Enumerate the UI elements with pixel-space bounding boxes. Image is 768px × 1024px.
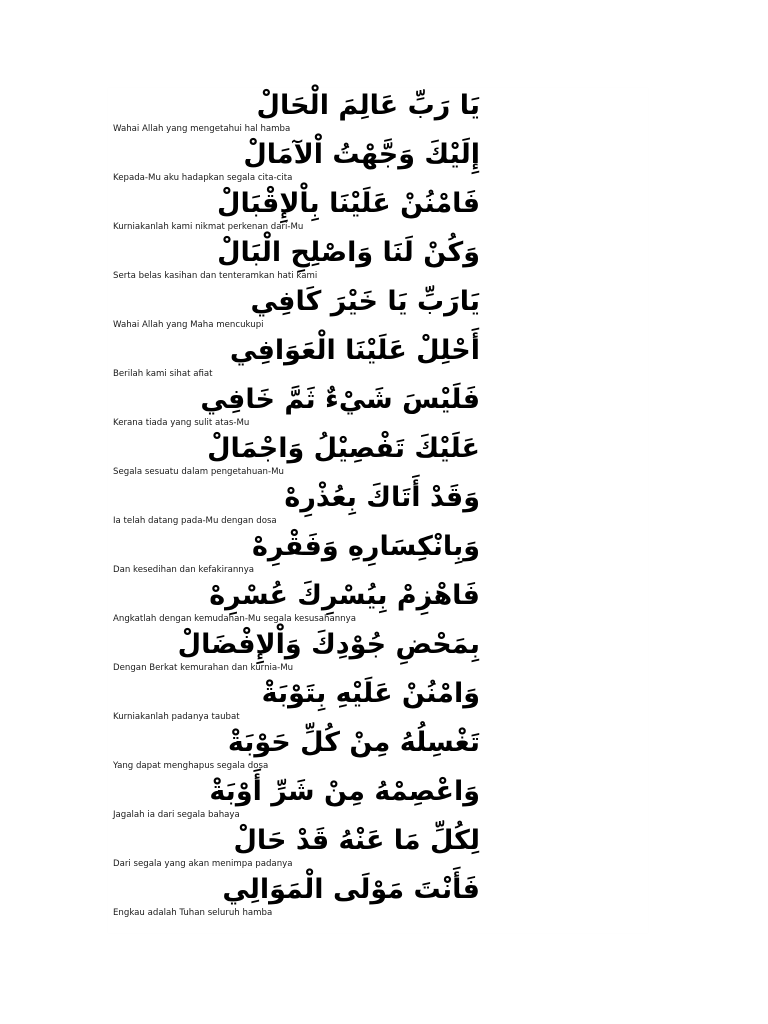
arabic-line: وَكُنْ لَنَا وَاصْلِحِ الْبَالْ bbox=[217, 237, 480, 268]
arabic-line: تَغْسِلُهُ مِنْ كُلِّ حَوْبَةْ bbox=[227, 727, 480, 758]
document-page bbox=[108, 88, 648, 933]
verse-7 bbox=[108, 382, 648, 431]
arabic-line: يَا رَبِّ عَالِمَ الْحَالْ bbox=[256, 90, 480, 121]
arabic-line: وَاعْصِمْهُ مِنْ شَرِّ أَوْبَةْ bbox=[209, 776, 480, 807]
translation-line: Kurniakanlah kami nikmat perkenan dari-Mu bbox=[113, 222, 304, 232]
verse-10 bbox=[108, 529, 648, 578]
verse-3 bbox=[108, 186, 648, 235]
verse-2 bbox=[108, 137, 648, 186]
translation-line: Wahai Allah yang mengetahui hal hamba bbox=[113, 124, 291, 134]
verse-11 bbox=[108, 578, 648, 627]
translation-line: Angkatlah dengan kemudahan-Mu segala kesusahannya bbox=[113, 614, 356, 624]
arabic-line: وَامْنُنْ عَلَيْهِ بِتَوْبَةْ bbox=[261, 678, 480, 709]
verse-13 bbox=[108, 676, 648, 725]
arabic-line: أَحْلِلْ عَلَيْنَا الْعَوَافِي bbox=[229, 335, 480, 366]
arabic-line: يَارَبِّ يَا خَيْرَ كَافِي bbox=[250, 286, 480, 317]
verse-5 bbox=[108, 284, 648, 333]
verse-9 bbox=[108, 480, 648, 529]
arabic-line: عَلَيْكَ تَفْصِيْلُ وَاجْمَالْ bbox=[207, 433, 480, 464]
arabic-line: فَأَنْتَ مَوْلَى الْمَوَالِي bbox=[222, 874, 480, 905]
arabic-line: لِكُلِّ مَا عَنْهُ قَدْ حَالْ bbox=[233, 825, 480, 856]
translation-line: Yang dapat menghapus segala dosa bbox=[113, 761, 269, 771]
verse-4 bbox=[108, 235, 648, 284]
arabic-line: فَاهْزِمْ بِيُسْرِكَ عُسْرِهْ bbox=[209, 580, 480, 611]
arabic-line: فَلَيْسَ شَيْءٌ ثَمَّ خَافِي bbox=[200, 384, 480, 415]
translation-line: Dengan Berkat kemurahan dan kurnia-Mu bbox=[113, 663, 294, 673]
translation-line: Jagalah ia dari segala bahaya bbox=[113, 810, 240, 820]
translation-line: Kurniakanlah padanya taubat bbox=[113, 712, 240, 722]
translation-line: Segala sesuatu dalam pengetahuan-Mu bbox=[113, 467, 284, 477]
translation-line: Serta belas kasihan dan tenteramkan hati kami bbox=[113, 271, 318, 281]
verse-14 bbox=[108, 725, 648, 774]
translation-line: Kerana tiada yang sulit atas-Mu bbox=[113, 418, 250, 428]
arabic-line: وَقَدْ أَتَاكَ بِعُذْرِهْ bbox=[284, 482, 480, 513]
translation-line: Wahai Allah yang Maha mencukupi bbox=[113, 320, 264, 330]
verse-12 bbox=[108, 627, 648, 676]
arabic-line: بِمَحْضِ جُوْدِكَ وَاْلإِفْضَالْ bbox=[177, 629, 480, 660]
arabic-line: وَبِانْكِسَارِهِ وَفَقْرِهْ bbox=[251, 531, 480, 562]
verse-15 bbox=[108, 774, 648, 823]
translation-line: Engkau adalah Tuhan seluruh hamba bbox=[113, 908, 273, 918]
verse-16 bbox=[108, 823, 648, 872]
translation-line: Berilah kami sihat afiat bbox=[113, 369, 213, 379]
verse-17 bbox=[108, 872, 648, 921]
arabic-line: فَامْنُنْ عَلَيْنَا بِاْلإِقْبَالْ bbox=[217, 188, 480, 219]
translation-line: Dan kesedihan dan kefakirannya bbox=[113, 565, 255, 575]
verse-6 bbox=[108, 333, 648, 382]
verse-1 bbox=[108, 88, 648, 137]
translation-line: Ia telah datang pada-Mu dengan dosa bbox=[113, 516, 277, 526]
translation-line: Dari segala yang akan menimpa padanya bbox=[113, 859, 293, 869]
arabic-line: إِلَيْكَ وَجَّهْتُ اْلآمَالْ bbox=[243, 139, 480, 170]
verse-8 bbox=[108, 431, 648, 480]
translation-line: Kepada-Mu aku hadapkan segala cita-cita bbox=[113, 173, 293, 183]
